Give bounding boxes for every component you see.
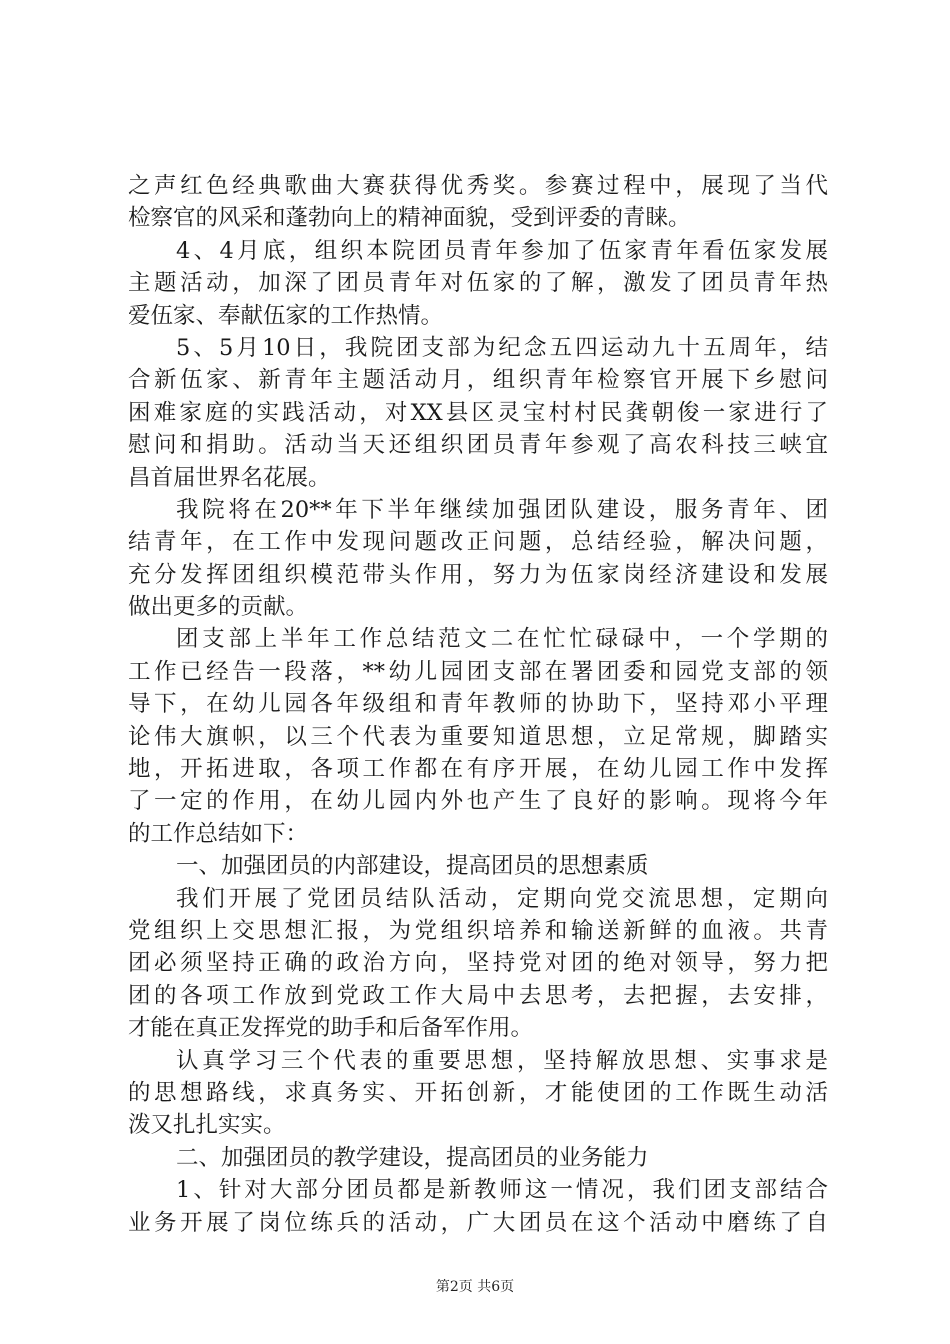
text-line: 泼又扎扎实实。 bbox=[128, 1112, 286, 1139]
text-line: 认真学习三个代表的重要思想，坚持解放思想、实事求是 bbox=[176, 1047, 828, 1074]
text-line: 结青年，在工作中发现问题改正问题，总结经验，解决问题， bbox=[128, 529, 828, 556]
text-line: 5、5月10日，我院团支部为纪念五四运动九十五周年，结 bbox=[176, 334, 828, 361]
text-line: 才能在真正发挥党的助手和后备军作用。 bbox=[128, 1015, 534, 1042]
text-line: 工作已经告一段落，**幼儿园团支部在署团委和园党支部的领 bbox=[128, 658, 828, 685]
text-line: 充分发挥团组织模范带头作用，努力为伍家岗经济建设和发展 bbox=[128, 561, 828, 588]
text-line: 合新伍家、新青年主题活动月，组织青年检察官开展下乡慰问 bbox=[128, 367, 828, 394]
text-line: 地，开拓进取，各项工作都在有序开展，在幼儿园工作中发挥 bbox=[128, 756, 828, 783]
text-line: 检察官的风采和蓬勃向上的精神面貌，受到评委的青睐。 bbox=[128, 205, 691, 232]
text-line: 团的各项工作放到党政工作大局中去思考，去把握，去安排， bbox=[128, 982, 828, 1009]
text-line: 二、加强团员的教学建设，提高团员的业务能力 bbox=[176, 1144, 649, 1171]
text-line: 主题活动，加深了团员青年对伍家的了解，激发了团员青年热 bbox=[128, 270, 828, 297]
text-line: 之声红色经典歌曲大赛获得优秀奖。参赛过程中，展现了当代 bbox=[128, 173, 828, 199]
text-line: 党组织上交思想汇报，为党组织培养和输送新鲜的血液。共青 bbox=[128, 917, 828, 944]
text-line: 团支部上半年工作总结范文二在忙忙碌碌中，一个学期的 bbox=[176, 626, 828, 653]
document-body bbox=[128, 170, 828, 1239]
text-line: 做出更多的贡献。 bbox=[128, 594, 309, 621]
text-line: 的工作总结如下： bbox=[128, 820, 309, 847]
text-line: 4、4月底，组织本院团员青年参加了伍家青年看伍家发展 bbox=[176, 237, 828, 264]
text-line: 我们开展了党团员结队活动，定期向党交流思想，定期向 bbox=[176, 885, 828, 912]
text-line: 导下，在幼儿园各年级组和青年教师的协助下，坚持邓小平理 bbox=[128, 691, 828, 718]
text-line: 我院将在20**年下半年继续加强团队建设，服务青年、团 bbox=[176, 496, 828, 523]
text-line: 业务开展了岗位练兵的活动，广大团员在这个活动中磨练了自 bbox=[128, 1209, 828, 1236]
text-line: 慰问和捐助。活动当天还组织团员青年参观了高农科技三峡宜 bbox=[128, 432, 828, 459]
text-line: 的思想路线，求真务实、开拓创新，才能使团的工作既生动活 bbox=[128, 1079, 828, 1106]
text-line: 论伟大旗帜，以三个代表为重要知道思想，立足常规，脚踏实 bbox=[128, 723, 828, 750]
text-line: 困难家庭的实践活动，对XX县区灵宝村村民龚朝俊一家进行了 bbox=[128, 399, 828, 426]
text-line: 一、加强团员的内部建设，提高团员的思想素质 bbox=[176, 853, 649, 880]
text-line: 团必须坚持正确的政治方向，坚持党对团的绝对领导，努力把 bbox=[128, 950, 828, 977]
text-line: 1、针对大部分团员都是新教师这一情况，我们团支部结合 bbox=[176, 1177, 828, 1204]
text-line: 了一定的作用，在幼儿园内外也产生了良好的影响。现将今年 bbox=[128, 788, 828, 815]
text-line: 昌首届世界名花展。 bbox=[128, 464, 331, 491]
text-line: 爱伍家、奉献伍家的工作热情。 bbox=[128, 302, 444, 329]
page-footer: 第2页 共6页 bbox=[435, 1279, 515, 1295]
